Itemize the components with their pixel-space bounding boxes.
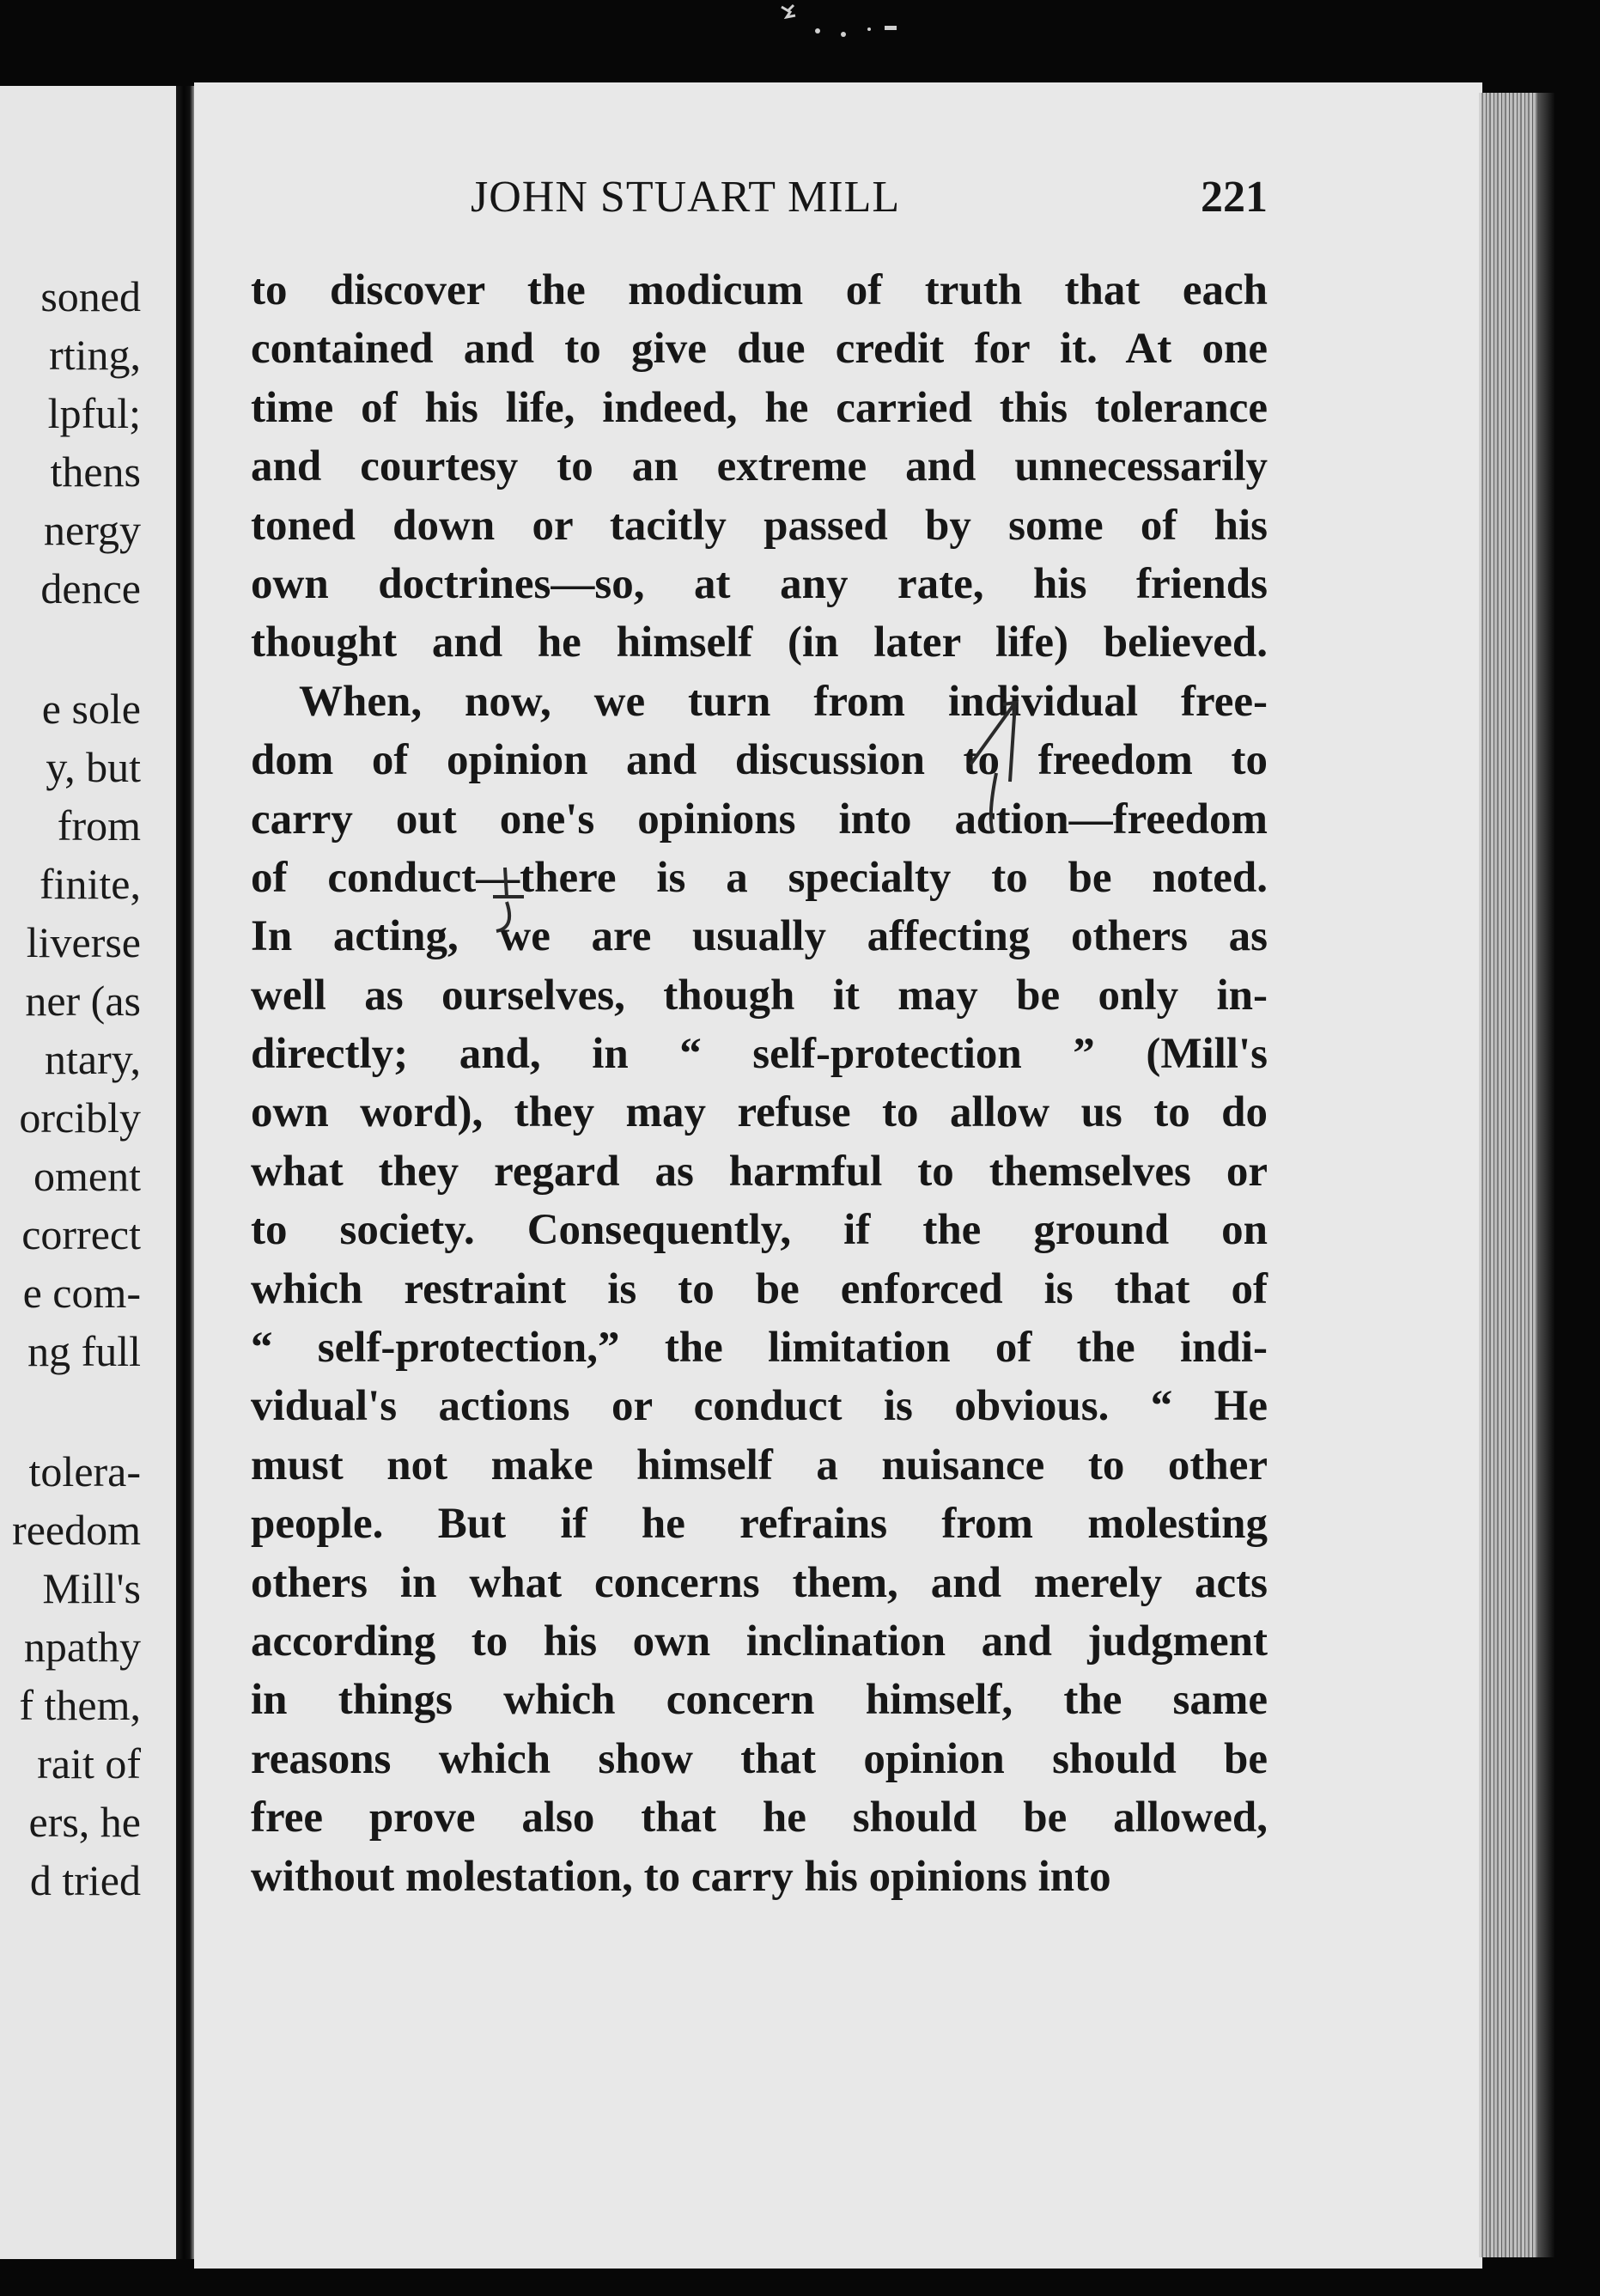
text-line: free prove also that he should be allowed, (251, 1794, 1268, 1842)
scan-dust (756, 0, 979, 52)
text-line: well as ourselves, though it may be only in- (251, 971, 1268, 1020)
previous-page-line: npathy (23, 1623, 141, 1671)
previous-page-line: nergy (44, 506, 141, 554)
previous-page-line: lpful; (47, 389, 141, 437)
text-line: vidual's actions or conduct is obvious. “ He (251, 1382, 1268, 1431)
book-gutter (176, 86, 196, 2259)
previous-page-line: e sole (41, 685, 141, 733)
text-line: carry out one's opinions into action—freedom (251, 795, 1268, 843)
text-line: In acting, we are usually affecting others as (251, 912, 1268, 961)
text-line: in things which concern himself, the same (251, 1676, 1268, 1725)
previous-page-line: e com- (22, 1269, 141, 1317)
previous-page-line: reedom (12, 1506, 141, 1554)
text-line: time of his life, indeed, he carried this tolerance (251, 383, 1268, 432)
previous-page-line: rait of (37, 1739, 141, 1787)
previous-page-line: ers, he (28, 1798, 141, 1846)
previous-page-line: tolera- (28, 1447, 141, 1495)
previous-page-line: ner (as (25, 977, 141, 1025)
previous-page-line: d tried (29, 1856, 141, 1904)
text-line: which restraint is to be enforced is that of (251, 1264, 1268, 1313)
previous-page-line: finite, (39, 860, 141, 908)
previous-page-line: orcibly (19, 1093, 141, 1142)
previous-page-line: oment (33, 1152, 141, 1200)
text-line: own word), they may refuse to allow us to do (251, 1088, 1268, 1137)
previous-page-line: soned (40, 272, 141, 320)
text-line: others in what concerns them, and merely acts (251, 1558, 1268, 1607)
page-edge-stack (1479, 93, 1539, 2257)
text-line: directly; and, in “ self-protection ” (Mill's (251, 1030, 1268, 1079)
previous-page-line: correct (21, 1210, 141, 1258)
text-line: own doctrines—so, at any rate, his friends (251, 559, 1268, 608)
text-line: contained and to give due credit for it. At one (251, 325, 1268, 374)
text-line: and courtesy to an extreme and unnecessarily (251, 442, 1268, 491)
previous-page-fragment (0, 86, 182, 2259)
text-line: toned down or tacitly passed by some of his (251, 501, 1268, 550)
previous-page-line: dence (40, 564, 141, 612)
text-line: thought and he himself (in later life) believed. (251, 618, 1268, 667)
text-line: to society. Consequently, if the ground on (251, 1206, 1268, 1255)
text-line: must not make himself a nuisance to other (251, 1440, 1268, 1489)
text-line: When, now, we turn from individual free- (299, 677, 1268, 726)
text-line: without molestation, to carry his opinions into (251, 1852, 1111, 1901)
previous-page-line: ntary, (45, 1035, 141, 1083)
text-line: dom of opinion and discussion to freedom to (251, 736, 1268, 785)
text-line: according to his own inclination and judgment (251, 1617, 1268, 1666)
page-body (251, 261, 1268, 1906)
page-number: 221 (1201, 173, 1268, 222)
previous-page-line: Mill's (42, 1564, 141, 1612)
text-line: what they regard as harmful to themselves or (251, 1147, 1268, 1196)
previous-page-line: ng full (27, 1327, 141, 1375)
page-header (471, 172, 1268, 223)
previous-page-line: y, but (46, 743, 141, 791)
text-line: to discover the modicum of truth that each (251, 266, 1268, 314)
text-line: reasons which show that opinion should be (251, 1734, 1268, 1783)
text-line: people. But if he refrains from molesting (251, 1500, 1268, 1549)
text-line: “ self-protection,” the limitation of the indi- (251, 1324, 1268, 1373)
page-edge-shadow (1537, 93, 1554, 2257)
running-title: JOHN STUART MILL (471, 173, 901, 222)
previous-page-line: rting, (49, 331, 141, 379)
previous-page-line: thens (50, 448, 141, 496)
text-line: of conduct—there is a specialty to be noted. (251, 853, 1268, 902)
previous-page-line: liverse (26, 918, 141, 966)
previous-page-line: f them, (19, 1681, 141, 1729)
previous-page-line: from (57, 801, 141, 850)
